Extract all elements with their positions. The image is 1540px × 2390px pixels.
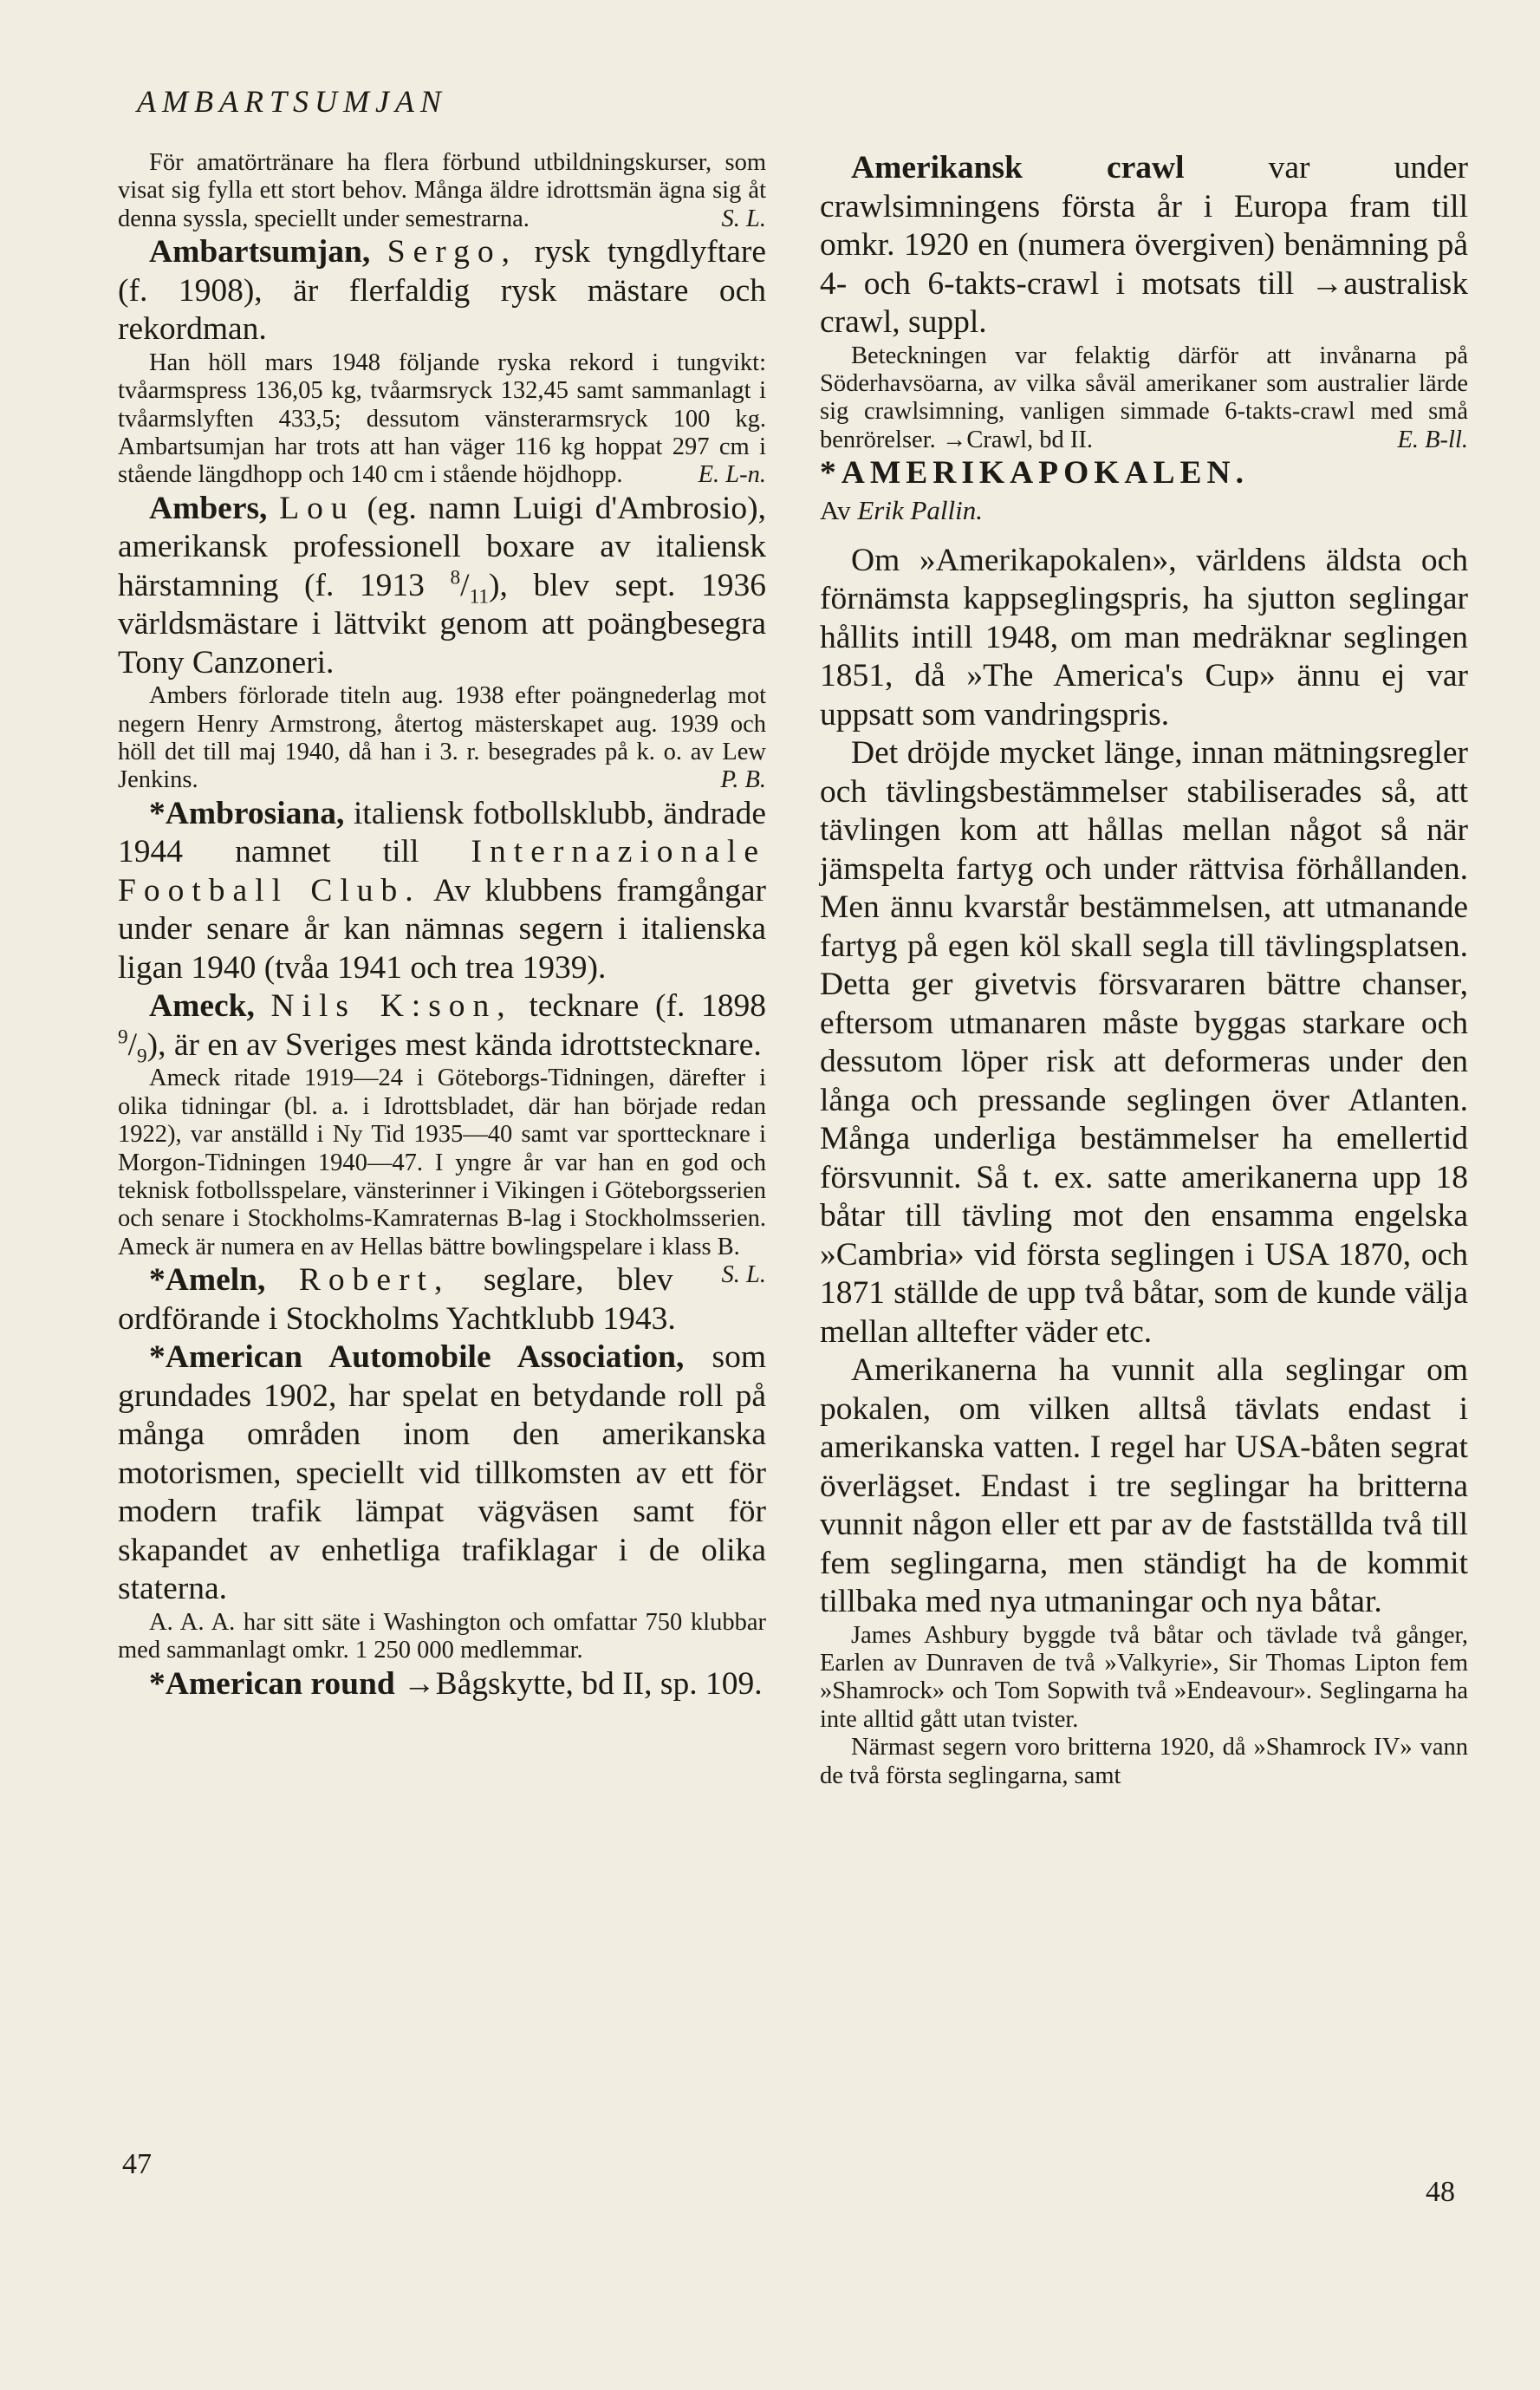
left-column (118, 149, 766, 1703)
signature: E. L-n. (698, 461, 766, 489)
signature: S. L. (721, 205, 766, 232)
entry-paragraph: Ameck ritade 1919—24 i Göteborgs-Tidningen, därefter i olika tidningar (bl. a. i Idrottsbladet, där han började redan 1922), var anställd i Ny Tid 1935—40 samt var sporttecknare i Morgon-Tidningen 1940—47. I yngre år var han en god och teknisk fotbollsspelare, vänsterinner i Vikingen i Göteborgsserien och senare i Stockholms-Kamraternas B-lag i Stockholmsserien. Ameck är numera en av Hellas bättre bowlingspelare i klass B. S. L. (118, 1065, 766, 1289)
entry-headword: *American round (149, 1665, 395, 1702)
entry-headword: *Ameln, (149, 1262, 266, 1299)
entry-ambrosiana: *Ambrosiana, italiensk fotbollsklubb, ändrade 1944 namnet till Internazionale Football Club. Av klubbens framgångar under senare år kan nämnas segern i italienska ligan 1940 (tvåa 1941 och trea 1939). (118, 795, 767, 986)
article-paragraph: Om »Amerikapokalen», världens äldsta och förnämsta kappseglingspris, ha sjutton seglingar hållits intill 1948, om man medräknar seglingen 1851, då »The America's Cup» ännu ej var uppsatt som vandringspris. (820, 542, 1468, 733)
entry-ambers: Ambers, Lou (eg. namn Luigi d'Ambrosio), amerikansk professionell boxare av italiensk härstamning (f. 1913 $^8/_{11}$), blev sept. 1936 världsmästare i lättvikt genom att poängbesegra Tony Canzoneri. (118, 490, 767, 681)
running-head: AMBARTSUMJAN (137, 84, 447, 119)
entry-headword: Ambers, (149, 490, 268, 526)
entry-paragraph: A. A. A. har sitt säte i Washington och omfattar 750 klubbar med sammanlagt omkr. 1 250 000 medlemmar. (118, 1608, 766, 1664)
entry-headword: Ameck, (149, 988, 255, 1025)
club-name: Internazionale Football Club. (118, 834, 766, 908)
entry-headword: *Ambrosiana, (149, 795, 345, 831)
entry-paragraph: Han höll mars 1948 följande ryska rekord i tungvikt: tvåarmspress 136,05 kg, tvåarmsryck 132,45 samt sammanlagt i tvåarmslyften 433,5; dessutom vänsterarmsryck 100 kg. Ambartsumjan har trots att han väger 116 kg hoppat 297 cm i stående längdhopp och 140 cm i stående höjdhopp. E. L-n. (118, 348, 766, 489)
entry-aaa: *American Automobile Association, som grundades 1902, har spelat en betydande roll på många områden inom den amerikanska motorismen, speciellt vid tillkomsten av ett för modern trafik lämpat vägväsen samt för skapandet av enhetliga trafiklagar i de olika staterna. (118, 1339, 766, 1607)
article-note: Närmast segern voro britterna 1920, då »Shamrock IV» vann de två första seglingarna, samt (820, 1734, 1468, 1789)
entry-headword: Ambartsumjan, (149, 234, 371, 270)
section-title: *AMERIKAPOKALEN. (820, 455, 1249, 492)
page-number-right: 48 (1426, 2176, 1455, 2208)
entry-ambartsumjan: Ambartsumjan, Sergo, rysk tyngdlyftare (f. 1908), är flerfaldig rysk mästare och rekordman. (118, 234, 766, 348)
entry-american-round: *American round →Bågskytte, bd II, sp. 109. (149, 1665, 763, 1702)
entry-ameln: *Ameln, Robert, seglare, blev ordförande i Stockholms Yachtklubb 1943. (118, 1262, 676, 1337)
byline-author: Erik Pallin. (857, 494, 983, 525)
byline: Av Erik Pallin. (820, 494, 983, 525)
entry-firstname: Nils K:son, (270, 988, 513, 1025)
entry-firstname: Robert, (298, 1262, 451, 1299)
entry-paragraph: För amatörtränare ha flera förbund utbildningskurser, som visat sig fylla ett stort behov. Många äldre idrottsmän ägna sig åt denna syssla, speciellt under semestrarna. S. L. (118, 149, 766, 232)
article-paragraph: Amerikanerna ha vunnit alla seglingar om pokalen, om vilken alltså tävlats endast i amerikanska vatten. I regel har USA-båten segrat överlägset. Endast i tre seglingar ha britterna vunnit någon eller ett par av de fastställda två till fem seglingarna, men ständigt ha de kommit tillbaka med nya utmaningar och nya båtar. (820, 1352, 1468, 1620)
signature: E. B-ll. (1397, 426, 1468, 453)
entry-headword: *American Automobile Association, (149, 1339, 685, 1376)
article-note: James Ashbury byggde två båtar och tävlade två gånger, Earlen av Dunraven de två »Valkyrie», Sir Thomas Lipton fem »Shamrock» och Tom Sopwith två »Endeavour». Seglingarna ha inte alltid gått utan tvister. (820, 1621, 1468, 1733)
right-column (820, 149, 1468, 1790)
entry-firstname: Sergo, (387, 234, 517, 270)
entry-firstname: Lou (279, 490, 355, 526)
entry-paragraph: Ambers förlorade titeln aug. 1938 efter poängnederlag mot negern Henry Armstrong, återtog mästerskapet aug. 1939 och höll det till maj 1940, då han i 3. r. besegrades på k. o. av Lew Jenkins. P. B. (118, 682, 766, 794)
entry-headword: Amerikansk crawl (851, 150, 1185, 186)
signature: P. B. (720, 766, 766, 794)
article-paragraph: Det dröjde mycket länge, innan mätningsregler och tävlingsbestämmelser stabiliserades så, att tävlingen kom att hållas mellan något så när jämspelta fartyg och under rättvisa förhållanden. Men ännu kvarstår bestämmelsen, att utmanande fartyg på egen köl skall segla till tävlingsplatsen. Detta ger givetvis försvararen bättre chanser, eftersom utmanaren måste byggas starkare och dessutom löper risk att deformeras under den långa och pressande seglingen över Atlanten. Många underliga bestämmelser ha emellertid försvunnit. Så t. ex. satte amerikanerna upp 18 båtar till tävling mot den ensamma engelska »Cambria» vid första seglingen i USA 1870, och 1871 ställde de upp två båtar, som de kunde välja mellan alltefter väder etc. (820, 735, 1468, 1350)
entry-ameck: Ameck, Nils K:son, tecknare (f. 1898 $^9/_9$), är en av Sveriges mest kända idrottstecknare. (118, 988, 767, 1068)
page-number-left: 47 (122, 2148, 152, 2180)
signature: S. L. (721, 1261, 766, 1289)
entry-paragraph: Beteckningen var felaktig därför att invånarna på Söderhavsöarna, av vilka såväl amerikaner som australier lärde sig crawlsimning, vanligen simmade 6-takts-crawl med små benrörelser. →Crawl, bd II. E. B-ll. (820, 342, 1468, 453)
entry-amerikansk-crawl: Amerikansk crawl var under crawlsimningens första år i Europa fram till omkr. 1920 en (numera övergiven) benämning på 4- och 6-takts-crawl i motsats till →australisk crawl, suppl. (820, 150, 1469, 340)
